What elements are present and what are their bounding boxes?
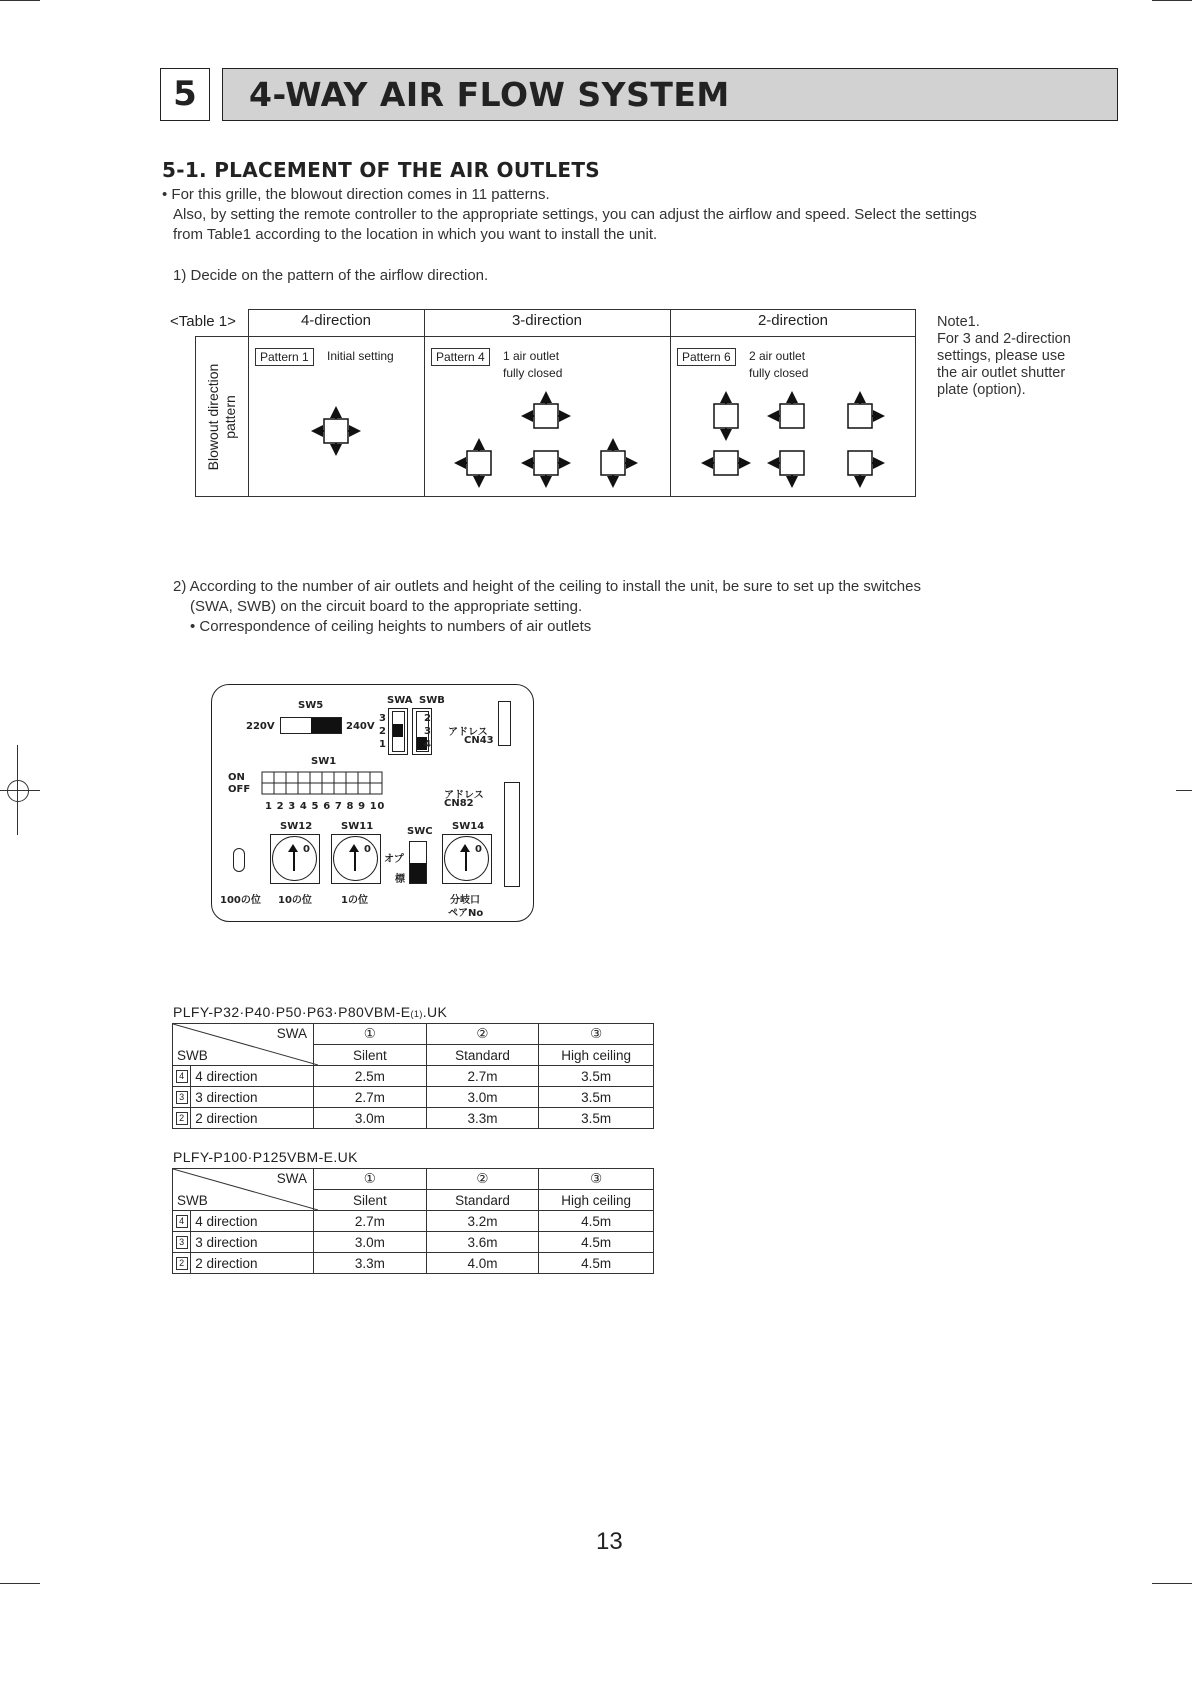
note-line-2: settings, please use [937, 348, 1066, 364]
airflow-unit-5 [601, 444, 632, 482]
table-row [173, 1211, 654, 1232]
rotary-zero: 0 [475, 844, 482, 855]
cell: 3.0m [314, 1232, 427, 1253]
dip-switch-cell [346, 783, 358, 794]
step-2-line-2: (SWA, SWB) on the circuit board to the appropriate setting. [190, 598, 583, 615]
row-num [173, 1211, 191, 1232]
sw11-label: SW11 [341, 821, 374, 832]
cell: 3.2m [426, 1211, 539, 1232]
step-2-line-1: 2) According to the number of air outlets and height of the ceiling to install the unit, be sure to set up the switches [173, 578, 921, 595]
dip-switch-cell [262, 783, 274, 794]
cell: 2.7m [314, 1087, 427, 1108]
model-sub: (1) [410, 1009, 423, 1019]
cell: 2.7m [314, 1211, 427, 1232]
branch-label-1: 分岐口 [450, 895, 480, 906]
col-num: ③ [539, 1169, 654, 1190]
row-num-box: 4 [176, 1215, 188, 1228]
airflow-unit-7 [773, 397, 804, 428]
dip-switch-cell [310, 772, 322, 783]
swb-num: 2 [424, 713, 431, 724]
table-row [173, 1253, 654, 1274]
airflow-unit-10 [773, 451, 804, 482]
airflow-unit-8 [848, 397, 879, 428]
sw11-rotary-switch [331, 834, 381, 884]
row-label: 3 direction [191, 1087, 314, 1108]
cell: 3.0m [314, 1108, 427, 1129]
airflow-unit-4 [527, 451, 565, 482]
dip-switch-cell [358, 772, 370, 783]
airflow-unit-1 [317, 412, 355, 450]
branch-label-2: ペアNo [448, 908, 484, 919]
1s-label: 1の位 [341, 895, 368, 906]
100s-label: 100の位 [220, 895, 261, 906]
table1-header-4dir: 4-direction [300, 312, 372, 329]
row-label: 2 direction [191, 1108, 314, 1129]
subsection-title: 5-1. PLACEMENT OF THE AIR OUTLETS [162, 158, 600, 182]
sw12-label: SW12 [280, 821, 313, 832]
address-label-1: アドレス [448, 727, 488, 738]
cell: 3.5m [539, 1087, 654, 1108]
row-num [173, 1066, 191, 1087]
swc-option-label: オプ [384, 854, 404, 865]
crop-mark [1152, 0, 1192, 1]
table-b-model [173, 1149, 358, 1165]
row-label: 2 direction [191, 1253, 314, 1274]
sw14-rotary-switch [442, 834, 492, 884]
pattern-6-badge: Pattern 6 [677, 348, 736, 366]
swb-numbers [424, 712, 431, 751]
table1-row-label [200, 345, 244, 490]
note-title: Note1. [937, 314, 980, 330]
row-num-box: 4 [176, 1070, 188, 1083]
ceiling-height-table-b [172, 1168, 654, 1274]
col-head: High ceiling [539, 1190, 654, 1211]
row-label: 4 direction [191, 1066, 314, 1087]
swb-header: SWB [177, 1193, 208, 1208]
pattern-6-desc-2: fully closed [749, 366, 809, 380]
col-num: ① [314, 1169, 427, 1190]
dip-switch-cell [334, 772, 346, 783]
row-label-line-2: pattern [222, 395, 238, 439]
pattern-1-desc: Initial setting [327, 349, 394, 363]
swa-header: SWA [276, 1171, 308, 1186]
swa-num: 2 [379, 726, 386, 737]
swa-num: 1 [379, 739, 386, 750]
swc-standard-label: 標 [395, 874, 405, 885]
crop-mark [1152, 1583, 1192, 1584]
sw14-label: SW14 [452, 821, 485, 832]
dip-switch-cell [346, 772, 358, 783]
dip-switch-cell [358, 783, 370, 794]
row-num [173, 1253, 191, 1274]
sw5-label: SW5 [298, 700, 324, 711]
cell: 3.0m [426, 1087, 539, 1108]
airflow-unit-6 [714, 397, 738, 435]
airflow-pattern-diagrams [248, 337, 916, 497]
circuit-board-diagram [211, 684, 534, 922]
col-num: ① [314, 1024, 427, 1045]
swa-label: SWA [387, 695, 413, 706]
table1-label: <Table 1> [170, 313, 236, 330]
crop-mark [0, 0, 40, 1]
note [937, 314, 1071, 399]
airflow-unit-2 [527, 397, 565, 428]
table-row [173, 1232, 654, 1253]
table1-header-2dir: 2-direction [757, 312, 829, 329]
page-number: 13 [596, 1528, 623, 1555]
dip-switch-cell [262, 772, 274, 783]
swa-header: SWA [276, 1026, 308, 1041]
10s-label: 10の位 [278, 895, 312, 906]
on-label: ON [228, 772, 245, 783]
swc-label: SWC [407, 826, 433, 837]
pattern-1-badge: Pattern 1 [255, 348, 314, 366]
dip-switch-cell [274, 772, 286, 783]
dip-switch-cell [274, 783, 286, 794]
dip-switch-cell [310, 783, 322, 794]
model-tail: .UK [422, 1004, 448, 1020]
cell: 3.3m [314, 1253, 427, 1274]
step-2-line-3: • Correspondence of ceiling heights to numbers of air outlets [190, 618, 592, 635]
cell: 4.5m [539, 1232, 654, 1253]
col-head: High ceiling [539, 1045, 654, 1066]
cell: 4.5m [539, 1253, 654, 1274]
cell: 4.0m [426, 1253, 539, 1274]
swa-num: 3 [379, 713, 386, 724]
table-row [173, 1108, 654, 1129]
ceiling-height-table-a [172, 1023, 654, 1129]
intro-line-2: Also, by setting the remote controller to the appropriate settings, you can adjust the airflow and speed. Select the settings [173, 206, 977, 223]
dip-switch-cell [298, 772, 310, 783]
row-num [173, 1087, 191, 1108]
col-num: ② [426, 1024, 539, 1045]
note-line-1: For 3 and 2-direction [937, 331, 1071, 347]
note-line-4: plate (option). [937, 382, 1026, 398]
sw5-switch [280, 717, 342, 734]
swa-numbers [379, 712, 386, 751]
row-label-line-1: Blowout direction [205, 363, 221, 471]
table-row [173, 1066, 654, 1087]
section-title: 4-WAY AIR FLOW SYSTEM [222, 68, 1118, 121]
airflow-unit-3 [460, 444, 491, 482]
row-num-box: 3 [176, 1236, 188, 1249]
cell: 2.7m [426, 1066, 539, 1087]
model-name: PLFY-P32·P40·P50·P63·P80VBM-E [173, 1004, 411, 1020]
airflow-unit-11 [848, 451, 879, 482]
cn43-connector [498, 701, 511, 746]
dip-switch-cell [322, 772, 334, 783]
pattern-4-desc-2: fully closed [503, 366, 563, 380]
swb-num: 4 [424, 739, 431, 750]
cn82-connector [504, 782, 520, 887]
pattern-4-badge: Pattern 4 [431, 348, 490, 366]
220v-label: 220V [246, 721, 275, 732]
address-label-2: アドレス [444, 790, 484, 801]
col-head: Standard [426, 1190, 539, 1211]
cell: 3.5m [539, 1066, 654, 1087]
cn43-label: CN43 [464, 735, 494, 746]
col-head: Silent [314, 1045, 427, 1066]
table-a-model [173, 1004, 447, 1020]
off-label: OFF [228, 784, 251, 795]
dip-switch-cell [334, 783, 346, 794]
dip-switch-cell [370, 772, 382, 783]
col-num: ② [426, 1169, 539, 1190]
cell: 2.5m [314, 1066, 427, 1087]
row-num [173, 1108, 191, 1129]
rotary-zero: 0 [364, 844, 371, 855]
dip-switch-cell [286, 772, 298, 783]
col-head: Standard [426, 1045, 539, 1066]
row-num-box: 2 [176, 1257, 188, 1270]
intro-line-3: from Table1 according to the location in which you want to install the unit. [173, 226, 658, 243]
swb-label: SWB [419, 695, 445, 706]
row-num-box: 3 [176, 1091, 188, 1104]
sw1-dip-switch [261, 771, 386, 802]
row-num-box: 2 [176, 1112, 188, 1125]
sw12-rotary-switch [270, 834, 320, 884]
intro-line-1: • For this grille, the blowout direction comes in 11 patterns. [162, 186, 550, 203]
section-number: 5 [160, 68, 210, 121]
row-label: 4 direction [191, 1211, 314, 1232]
cell: 3.5m [539, 1108, 654, 1129]
airflow-unit-9 [707, 451, 745, 475]
crop-mark [1176, 790, 1192, 791]
swb-header: SWB [177, 1048, 208, 1063]
cell: 4.5m [539, 1211, 654, 1232]
cell: 3.6m [426, 1232, 539, 1253]
table1-header-3dir: 3-direction [511, 312, 583, 329]
swc-switch [409, 841, 427, 884]
row-num [173, 1232, 191, 1253]
240v-label: 240V [346, 721, 375, 732]
col-num: ③ [539, 1024, 654, 1045]
cn82-label: CN82 [444, 798, 474, 809]
pattern-4-desc-1: 1 air outlet [503, 349, 560, 363]
dip-switch-cell [298, 783, 310, 794]
table-b-corner [173, 1169, 314, 1211]
registration-mark [7, 780, 29, 802]
col-head: Silent [314, 1190, 427, 1211]
crop-mark [0, 1583, 40, 1584]
table-a-corner [173, 1024, 314, 1066]
table-row [173, 1087, 654, 1108]
model-name: PLFY-P100·P125VBM-E.UK [173, 1149, 358, 1165]
step-1: 1) Decide on the pattern of the airflow direction. [173, 267, 489, 284]
cell: 3.3m [426, 1108, 539, 1129]
sw1-numbers: 1 2 3 4 5 6 7 8 9 10 [265, 801, 385, 812]
dip-switch-cell [370, 783, 382, 794]
pattern-6-desc-1: 2 air outlet [749, 349, 806, 363]
row-label: 3 direction [191, 1232, 314, 1253]
swa-switch [388, 708, 408, 755]
sw1-label: SW1 [311, 756, 337, 767]
note-line-3: the air outlet shutter [937, 365, 1066, 381]
dip-switch-cell [286, 783, 298, 794]
rotary-zero: 0 [303, 844, 310, 855]
dip-switch-cell [322, 783, 334, 794]
100s-digit-slot [233, 848, 245, 872]
swb-num: 3 [424, 726, 431, 737]
